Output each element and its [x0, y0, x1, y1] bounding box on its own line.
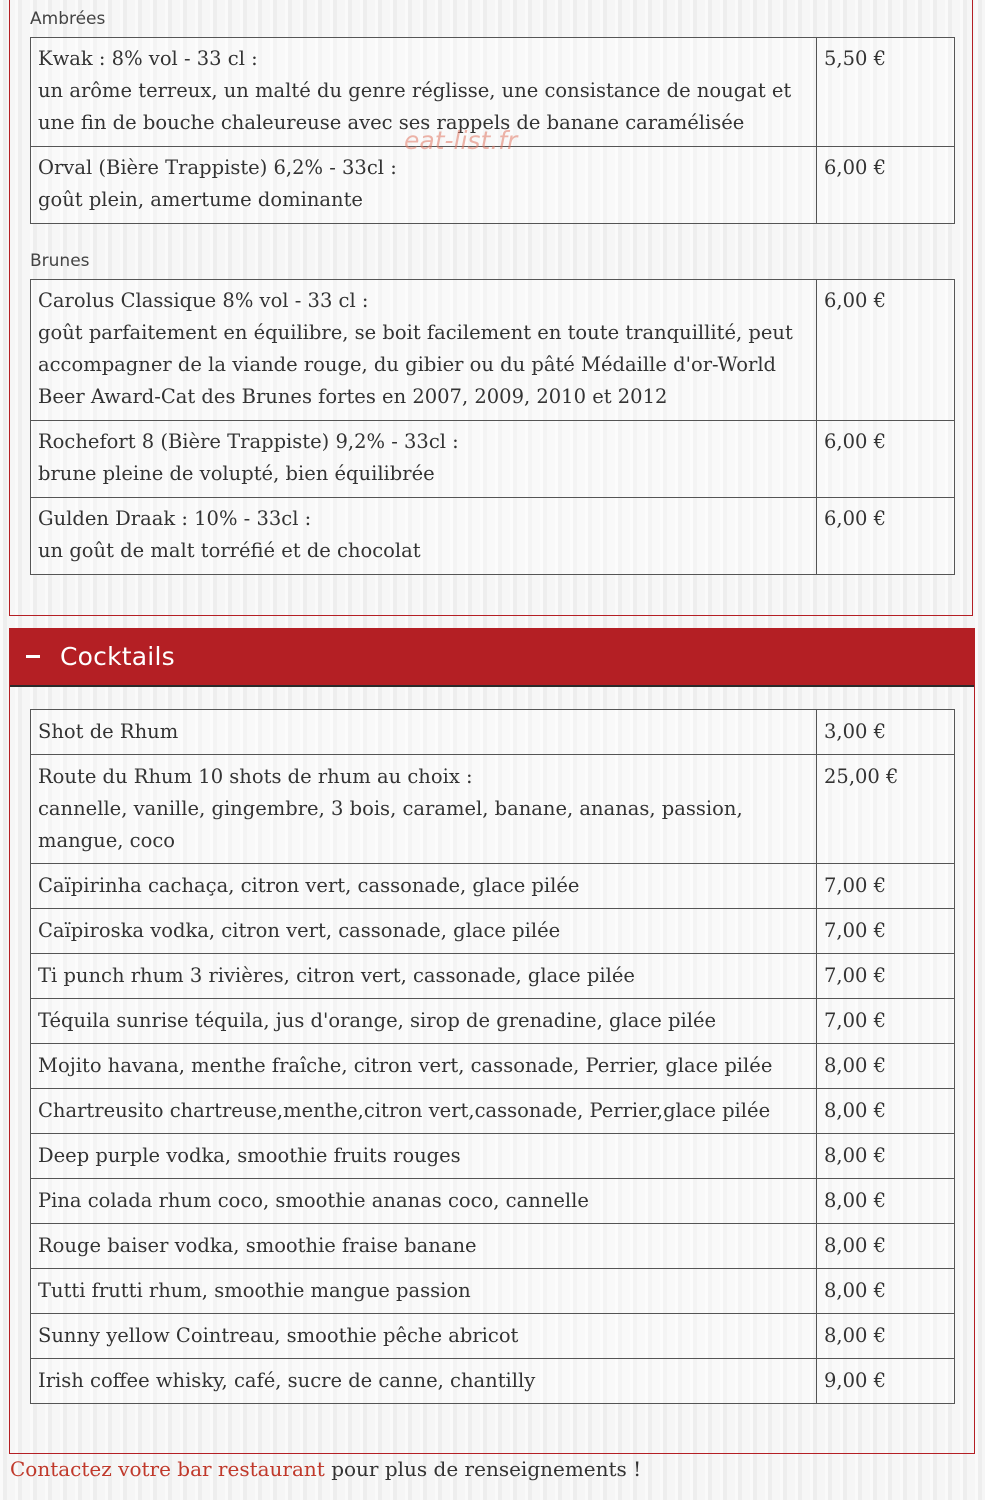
menu-row — [31, 38, 955, 147]
item-description: un arôme terreux, un malté du genre réglisse, une consistance de nougat et une fin de bouche chaleureuse avec ses rappels de banane caramélisée — [38, 79, 792, 134]
item-cell — [31, 1089, 817, 1134]
item-description: un goût de malt torréfié et de chocolat — [38, 539, 421, 562]
section-label-brunes: Brunes — [30, 251, 90, 271]
item-price: 9,00 € — [817, 1359, 955, 1404]
item-cell — [31, 421, 817, 498]
footer-note — [10, 1457, 641, 1481]
menu-row — [31, 1134, 955, 1179]
item-price: 3,00 € — [817, 710, 955, 755]
item-cell — [31, 1359, 817, 1404]
item-price: 7,00 € — [817, 954, 955, 999]
item-cell — [31, 710, 817, 755]
cocktails-accordion-header[interactable] — [10, 628, 974, 687]
menu-row — [31, 147, 955, 224]
item-cell — [31, 755, 817, 864]
item-name: Carolus Classique 8% vol - 33 cl : — [38, 289, 369, 312]
menu-row — [31, 1044, 955, 1089]
item-name: Orval (Bière Trappiste) 6,2% - 33cl : — [38, 156, 397, 179]
menu-row — [31, 954, 955, 999]
item-name: Caïpiroska vodka, citron vert, cassonade, glace pilée — [38, 919, 561, 942]
menu-row — [31, 1224, 955, 1269]
item-cell — [31, 999, 817, 1044]
item-name: Mojito havana, menthe fraîche, citron vert, cassonade, Perrier, glace pilée — [38, 1054, 773, 1077]
item-price: 7,00 € — [817, 909, 955, 954]
ambrees-table — [30, 37, 955, 224]
cocktails-header-title: Cocktails — [60, 642, 175, 671]
item-price: 25,00 € — [817, 755, 955, 864]
item-name: Caïpirinha cachaça, citron vert, cassonade, glace pilée — [38, 874, 580, 897]
brunes-table — [30, 279, 955, 575]
section-label-ambrees: Ambrées — [30, 9, 106, 29]
menu-row — [31, 864, 955, 909]
item-cell — [31, 1224, 817, 1269]
menu-row — [31, 1314, 955, 1359]
item-description: goût parfaitement en équilibre, se boit facilement en toute tranquillité, peut accompagner de la viande rouge, du gibier ou du pâté Médaille d'or-World Beer Award-Cat des Brunes fortes en 2007, 2009, 2010 et 2012 — [38, 321, 793, 408]
menu-row — [31, 1089, 955, 1134]
item-name: Rochefort 8 (Bière Trappiste) 9,2% - 33cl : — [38, 430, 459, 453]
menu-row — [31, 999, 955, 1044]
item-cell — [31, 1044, 817, 1089]
item-name: Téquila sunrise téquila, jus d'orange, sirop de grenadine, glace pilée — [38, 1009, 717, 1032]
watermark: eat-list.fr — [404, 126, 518, 155]
item-cell — [31, 1314, 817, 1359]
item-price: 6,00 € — [817, 498, 955, 575]
item-name: Shot de Rhum — [38, 720, 179, 743]
item-price: 8,00 € — [817, 1044, 955, 1089]
item-cell — [31, 147, 817, 224]
item-name: Ti punch rhum 3 rivières, citron vert, cassonade, glace pilée — [38, 964, 635, 987]
menu-row — [31, 755, 955, 864]
item-price: 8,00 € — [817, 1089, 955, 1134]
item-price: 7,00 € — [817, 864, 955, 909]
item-name: Kwak : 8% vol - 33 cl : — [38, 47, 258, 70]
footer-text: pour plus de renseignements ! — [324, 1457, 642, 1481]
item-price: 6,00 € — [817, 280, 955, 421]
item-description: goût plein, amertume dominante — [38, 188, 363, 211]
item-name: Tutti frutti rhum, smoothie mangue passion — [38, 1279, 471, 1302]
menu-row — [31, 710, 955, 755]
item-price: 8,00 € — [817, 1224, 955, 1269]
item-description: cannelle, vanille, gingembre, 3 bois, caramel, banane, ananas, passion, mangue, coco — [38, 797, 743, 852]
item-name: Sunny yellow Cointreau, smoothie pêche abricot — [38, 1324, 519, 1347]
item-price: 7,00 € — [817, 999, 955, 1044]
item-name: Deep purple vodka, smoothie fruits rouges — [38, 1144, 461, 1167]
collapse-minus-icon[interactable] — [26, 655, 40, 658]
item-name: Route du Rhum 10 shots de rhum au choix : — [38, 765, 473, 788]
item-cell — [31, 864, 817, 909]
menu-row — [31, 1269, 955, 1314]
item-name: Gulden Draak : 10% - 33cl : — [38, 507, 312, 530]
menu-row — [31, 909, 955, 954]
item-cell — [31, 954, 817, 999]
item-cell — [31, 280, 817, 421]
item-price: 6,00 € — [817, 421, 955, 498]
item-cell — [31, 1179, 817, 1224]
item-name: Chartreusito chartreuse,menthe,citron vert,cassonade, Perrier,glace pilée — [38, 1099, 771, 1122]
menu-row — [31, 421, 955, 498]
menu-row — [31, 498, 955, 575]
item-description: brune pleine de volupté, bien équilibrée — [38, 462, 435, 485]
item-name: Irish coffee whisky, café, sucre de canne, chantilly — [38, 1369, 536, 1392]
item-cell — [31, 1269, 817, 1314]
item-price: 8,00 € — [817, 1179, 955, 1224]
item-price: 5,50 € — [817, 38, 955, 147]
contact-link[interactable]: Contactez votre bar restaurant — [10, 1457, 325, 1481]
item-price: 8,00 € — [817, 1134, 955, 1179]
menu-row — [31, 280, 955, 421]
menu-row — [31, 1179, 955, 1224]
item-price: 6,00 € — [817, 147, 955, 224]
item-cell — [31, 38, 817, 147]
item-cell — [31, 498, 817, 575]
item-price: 8,00 € — [817, 1269, 955, 1314]
item-cell — [31, 909, 817, 954]
item-cell — [31, 1134, 817, 1179]
item-price: 8,00 € — [817, 1314, 955, 1359]
menu-row — [31, 1359, 955, 1404]
cocktails-table — [30, 709, 955, 1404]
item-name: Rouge baiser vodka, smoothie fraise banane — [38, 1234, 477, 1257]
item-name: Pina colada rhum coco, smoothie ananas coco, cannelle — [38, 1189, 589, 1212]
